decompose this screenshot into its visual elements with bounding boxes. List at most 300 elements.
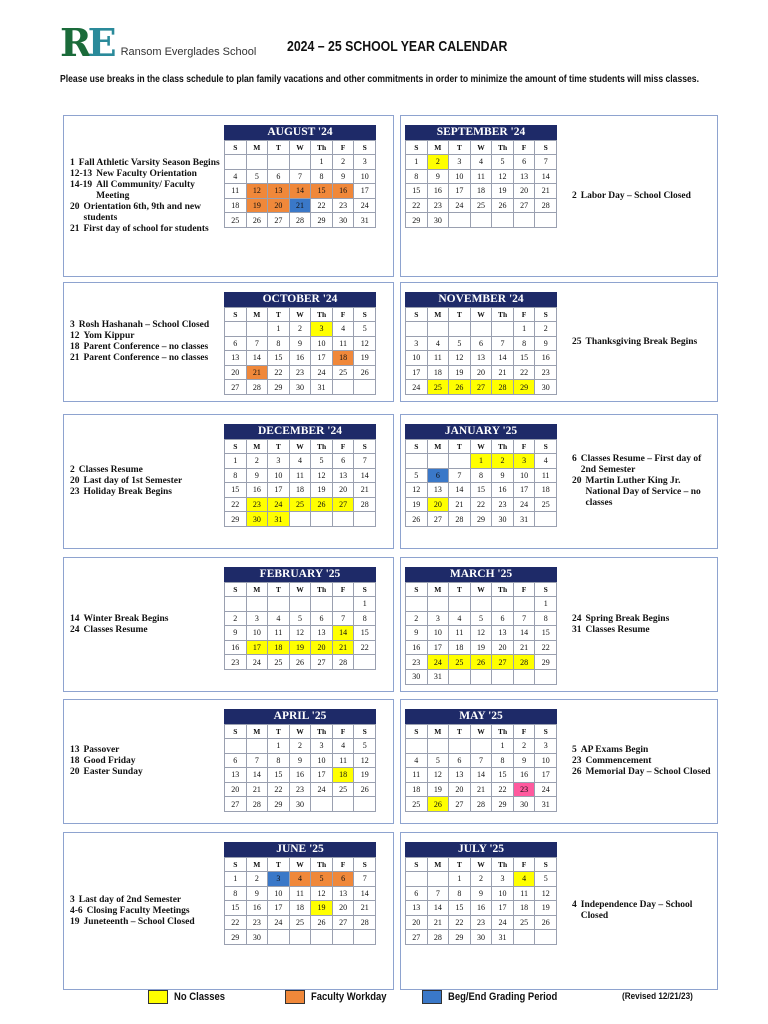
month-calendar xyxy=(405,842,557,945)
weekday-header: F xyxy=(513,583,535,597)
day-cell: 14 xyxy=(246,768,268,783)
day-cell: 31 xyxy=(513,512,535,527)
day-cell: 22 xyxy=(470,497,492,512)
day-cell: 29 xyxy=(535,655,557,670)
day-cell: 9 xyxy=(513,753,535,768)
weekday-header: W xyxy=(470,583,492,597)
day-cell: 20 xyxy=(268,198,290,213)
day-cell xyxy=(513,669,535,684)
day-cell: 30 xyxy=(332,213,354,228)
legend-label: No Classes xyxy=(174,991,226,1003)
day-cell: 26 xyxy=(246,213,268,228)
day-cell: 10 xyxy=(268,468,290,483)
day-cell: 7 xyxy=(354,872,376,887)
day-cell xyxy=(470,597,492,612)
day-cell: 13 xyxy=(492,626,514,641)
day-cell: 19 xyxy=(311,483,333,498)
page-title: 2024 – 25 SCHOOL YEAR CALENDAR xyxy=(287,38,508,55)
day-cell: 29 xyxy=(225,930,247,945)
event-note xyxy=(70,224,220,235)
day-cell: 23 xyxy=(289,782,311,797)
day-cell: 24 xyxy=(268,497,290,512)
legend-swatch xyxy=(285,990,305,1004)
day-cell: 12 xyxy=(354,753,376,768)
day-cell: 2 xyxy=(289,322,311,337)
event-text: Classes Resume xyxy=(78,465,143,475)
day-cell: 29 xyxy=(268,380,290,395)
event-date: 20 xyxy=(70,476,80,486)
weekday-header: W xyxy=(289,725,311,739)
day-cell: 31 xyxy=(535,797,557,812)
day-cell: 10 xyxy=(311,336,333,351)
day-cell: 30 xyxy=(406,669,428,684)
day-cell: 6 xyxy=(449,753,471,768)
month-calendar xyxy=(405,567,557,685)
day-cell: 10 xyxy=(268,886,290,901)
event-text: Last day of 1st Semester xyxy=(83,476,183,486)
day-cell: 14 xyxy=(354,886,376,901)
day-cell: 12 xyxy=(311,468,333,483)
day-cell: 11 xyxy=(513,886,535,901)
weekday-header: S xyxy=(535,308,557,322)
day-cell: 31 xyxy=(427,669,449,684)
day-cell: 20 xyxy=(406,915,428,930)
day-cell: 12 xyxy=(492,169,514,184)
weekday-header: S xyxy=(225,583,247,597)
day-cell: 5 xyxy=(470,611,492,626)
event-text: Rosh Hashanah – School Closed xyxy=(78,320,210,330)
legend-swatch xyxy=(148,990,168,1004)
day-cell: 1 xyxy=(513,322,535,337)
event-text: Yom Kippur xyxy=(83,331,135,341)
day-cell: 24 xyxy=(246,655,268,670)
day-cell: 29 xyxy=(492,797,514,812)
day-cell: 21 xyxy=(246,365,268,380)
weekday-header: S xyxy=(225,440,247,454)
day-cell xyxy=(268,597,290,612)
month-table xyxy=(405,582,557,685)
day-cell xyxy=(449,454,471,469)
weekday-header: T xyxy=(449,725,471,739)
day-cell: 2 xyxy=(406,611,428,626)
day-cell: 3 xyxy=(354,155,376,170)
revised-date: (Revised 12/21/23) xyxy=(622,991,693,1002)
day-cell xyxy=(354,930,376,945)
event-date: 4-6 xyxy=(70,905,83,916)
day-cell: 11 xyxy=(470,169,492,184)
day-cell: 11 xyxy=(535,468,557,483)
weekday-header: S xyxy=(535,583,557,597)
day-cell: 3 xyxy=(535,739,557,754)
event-note xyxy=(572,454,712,476)
day-cell: 12 xyxy=(535,886,557,901)
day-cell: 1 xyxy=(268,739,290,754)
month-table xyxy=(405,140,557,228)
day-cell: 19 xyxy=(449,365,471,380)
day-cell: 27 xyxy=(513,198,535,213)
day-cell: 2 xyxy=(535,322,557,337)
day-cell: 17 xyxy=(268,901,290,916)
day-cell: 21 xyxy=(470,782,492,797)
weekday-header: Th xyxy=(492,858,514,872)
day-cell: 5 xyxy=(535,872,557,887)
day-cell: 28 xyxy=(354,915,376,930)
logo-mark: RE xyxy=(60,20,113,65)
legend-label: Beg/End Grading Period xyxy=(448,991,558,1003)
day-cell: 25 xyxy=(449,655,471,670)
weekday-header: T xyxy=(449,440,471,454)
day-cell: 22 xyxy=(449,915,471,930)
day-cell: 6 xyxy=(406,886,428,901)
weekday-header: T xyxy=(268,141,290,155)
day-cell: 28 xyxy=(289,213,311,228)
weekday-header: S xyxy=(406,725,428,739)
day-cell: 11 xyxy=(289,886,311,901)
month-calendar xyxy=(224,567,376,670)
day-cell: 7 xyxy=(332,611,354,626)
weekday-header: T xyxy=(449,858,471,872)
month-calendar xyxy=(224,709,376,812)
day-cell: 28 xyxy=(246,380,268,395)
day-cell xyxy=(406,739,428,754)
day-cell: 11 xyxy=(332,336,354,351)
day-cell: 20 xyxy=(470,365,492,380)
day-cell: 7 xyxy=(449,468,471,483)
day-cell: 5 xyxy=(427,753,449,768)
day-cell: 2 xyxy=(289,739,311,754)
day-cell xyxy=(427,322,449,337)
day-cell: 22 xyxy=(225,497,247,512)
event-text: Juneteenth – School Closed xyxy=(83,916,195,927)
day-cell: 12 xyxy=(406,483,428,498)
day-cell: 12 xyxy=(311,886,333,901)
day-cell: 27 xyxy=(268,213,290,228)
day-cell: 3 xyxy=(492,872,514,887)
day-cell: 8 xyxy=(268,753,290,768)
day-cell: 21 xyxy=(354,483,376,498)
event-date: 6 xyxy=(572,454,577,464)
day-cell: 15 xyxy=(406,184,428,199)
day-cell: 21 xyxy=(449,497,471,512)
month-title: APRIL '25 xyxy=(224,709,376,724)
day-cell: 13 xyxy=(427,483,449,498)
day-cell xyxy=(311,797,333,812)
day-cell: 25 xyxy=(535,497,557,512)
event-note xyxy=(70,917,220,928)
weekday-header: Th xyxy=(492,308,514,322)
month-title: FEBRUARY '25 xyxy=(224,567,376,582)
day-cell: 27 xyxy=(427,512,449,527)
month-table xyxy=(405,439,557,527)
day-cell: 22 xyxy=(535,640,557,655)
day-cell: 10 xyxy=(449,169,471,184)
day-cell: 15 xyxy=(535,626,557,641)
day-cell: 14 xyxy=(449,483,471,498)
weekday-header: S xyxy=(535,725,557,739)
weekday-header: M xyxy=(427,583,449,597)
weekday-header: T xyxy=(268,725,290,739)
day-cell: 1 xyxy=(535,597,557,612)
event-date: 12-13 xyxy=(70,168,93,179)
day-cell xyxy=(225,155,247,170)
day-cell: 26 xyxy=(406,512,428,527)
day-cell: 23 xyxy=(470,915,492,930)
month-calendar xyxy=(224,292,376,395)
day-cell: 28 xyxy=(535,198,557,213)
event-note xyxy=(70,180,220,202)
day-cell: 18 xyxy=(225,198,247,213)
event-date: 13 xyxy=(70,745,80,755)
day-cell: 27 xyxy=(332,497,354,512)
weekday-header: S xyxy=(354,858,376,872)
day-cell: 30 xyxy=(289,380,311,395)
day-cell: 22 xyxy=(268,782,290,797)
day-cell: 5 xyxy=(246,169,268,184)
day-cell: 16 xyxy=(535,351,557,366)
day-cell: 27 xyxy=(406,930,428,945)
day-cell: 28 xyxy=(246,797,268,812)
day-cell: 29 xyxy=(225,512,247,527)
weekday-header: S xyxy=(535,858,557,872)
day-cell: 28 xyxy=(513,655,535,670)
day-cell: 9 xyxy=(427,169,449,184)
day-cell: 26 xyxy=(449,380,471,395)
day-cell xyxy=(535,669,557,684)
month-title: OCTOBER '24 xyxy=(224,292,376,307)
month-title: JANUARY '25 xyxy=(405,424,557,439)
event-text: Independence Day – School Closed xyxy=(580,900,693,921)
weekday-header: M xyxy=(246,308,268,322)
weekday-header: T xyxy=(268,858,290,872)
day-cell: 2 xyxy=(513,739,535,754)
day-cell xyxy=(470,669,492,684)
event-date: 21 xyxy=(70,223,80,234)
day-cell xyxy=(354,380,376,395)
day-cell: 9 xyxy=(332,169,354,184)
day-cell xyxy=(311,597,333,612)
day-cell: 15 xyxy=(354,626,376,641)
weekday-header: W xyxy=(470,308,492,322)
day-cell: 23 xyxy=(225,655,247,670)
day-cell: 24 xyxy=(492,915,514,930)
day-cell: 5 xyxy=(354,739,376,754)
day-cell: 15 xyxy=(268,768,290,783)
day-cell: 25 xyxy=(470,198,492,213)
day-cell: 22 xyxy=(492,782,514,797)
month-calendar xyxy=(405,292,557,395)
weekday-header: S xyxy=(535,440,557,454)
day-cell xyxy=(354,512,376,527)
event-note xyxy=(572,767,712,778)
event-notes xyxy=(572,191,712,202)
event-note xyxy=(572,625,712,636)
weekday-header: S xyxy=(406,583,428,597)
day-cell: 11 xyxy=(406,768,428,783)
day-cell: 1 xyxy=(268,322,290,337)
weekday-header: W xyxy=(470,440,492,454)
day-cell: 21 xyxy=(513,640,535,655)
day-cell: 12 xyxy=(449,351,471,366)
day-cell xyxy=(449,739,471,754)
day-cell: 30 xyxy=(427,213,449,228)
day-cell: 20 xyxy=(332,901,354,916)
day-cell xyxy=(311,930,333,945)
day-cell: 19 xyxy=(427,782,449,797)
event-notes xyxy=(70,465,220,498)
weekday-header: S xyxy=(354,725,376,739)
day-cell xyxy=(470,322,492,337)
day-cell: 3 xyxy=(311,322,333,337)
month-table xyxy=(224,857,376,945)
day-cell: 8 xyxy=(535,611,557,626)
month-table xyxy=(224,439,376,527)
month-calendar xyxy=(224,424,376,527)
day-cell xyxy=(332,930,354,945)
day-cell: 6 xyxy=(492,611,514,626)
event-date: 14-19 xyxy=(70,179,93,190)
event-note xyxy=(70,202,220,224)
day-cell: 17 xyxy=(354,184,376,199)
event-text: First day of school for students xyxy=(83,223,209,234)
weekday-header: M xyxy=(246,725,268,739)
weekday-header: M xyxy=(427,858,449,872)
day-cell: 11 xyxy=(225,184,247,199)
day-cell: 1 xyxy=(492,739,514,754)
day-cell: 20 xyxy=(225,365,247,380)
day-cell xyxy=(406,872,428,887)
day-cell: 24 xyxy=(427,655,449,670)
event-notes xyxy=(70,895,220,928)
day-cell: 10 xyxy=(427,626,449,641)
day-cell xyxy=(492,669,514,684)
day-cell xyxy=(225,739,247,754)
day-cell xyxy=(449,597,471,612)
day-cell: 21 xyxy=(427,915,449,930)
weekday-header: T xyxy=(449,141,471,155)
day-cell: 26 xyxy=(289,655,311,670)
day-cell: 2 xyxy=(225,611,247,626)
day-cell: 18 xyxy=(406,782,428,797)
day-cell: 16 xyxy=(427,184,449,199)
weekday-header: F xyxy=(513,858,535,872)
day-cell: 5 xyxy=(311,454,333,469)
event-date: 23 xyxy=(70,487,80,497)
day-cell: 3 xyxy=(311,739,333,754)
day-cell: 9 xyxy=(289,753,311,768)
day-cell: 14 xyxy=(535,169,557,184)
day-cell: 9 xyxy=(470,886,492,901)
weekday-header: S xyxy=(354,141,376,155)
event-text: Classes Resume – First day of 2nd Semester xyxy=(580,454,702,475)
day-cell xyxy=(449,669,471,684)
day-cell: 1 xyxy=(354,597,376,612)
event-text: Labor Day – School Closed xyxy=(580,190,691,201)
day-cell xyxy=(246,739,268,754)
event-date: 1 xyxy=(70,157,75,168)
day-cell: 15 xyxy=(225,901,247,916)
day-cell: 31 xyxy=(268,512,290,527)
day-cell: 11 xyxy=(268,626,290,641)
day-cell: 4 xyxy=(225,169,247,184)
day-cell: 2 xyxy=(470,872,492,887)
day-cell: 31 xyxy=(311,380,333,395)
day-cell: 16 xyxy=(246,483,268,498)
day-cell: 20 xyxy=(225,782,247,797)
event-date: 2 xyxy=(572,190,577,201)
weekday-header: Th xyxy=(492,725,514,739)
day-cell: 19 xyxy=(354,351,376,366)
day-cell: 14 xyxy=(470,768,492,783)
day-cell: 22 xyxy=(513,365,535,380)
day-cell: 27 xyxy=(470,380,492,395)
day-cell: 29 xyxy=(449,930,471,945)
event-note xyxy=(70,476,220,487)
day-cell: 27 xyxy=(332,915,354,930)
day-cell xyxy=(513,597,535,612)
day-cell: 22 xyxy=(354,640,376,655)
day-cell: 24 xyxy=(311,782,333,797)
event-text: New Faculty Orientation xyxy=(96,168,197,179)
day-cell xyxy=(268,155,290,170)
event-date: 3 xyxy=(70,320,75,330)
month-table xyxy=(405,307,557,395)
day-cell: 18 xyxy=(449,640,471,655)
day-cell: 2 xyxy=(492,454,514,469)
day-cell: 9 xyxy=(406,626,428,641)
day-cell xyxy=(354,655,376,670)
weekday-header: Th xyxy=(492,440,514,454)
day-cell: 29 xyxy=(470,512,492,527)
event-note xyxy=(70,625,220,636)
day-cell: 23 xyxy=(406,655,428,670)
day-cell: 13 xyxy=(470,351,492,366)
day-cell: 8 xyxy=(513,336,535,351)
month-title: DECEMBER '24 xyxy=(224,424,376,439)
event-text: AP Exams Begin xyxy=(580,745,649,755)
day-cell xyxy=(492,597,514,612)
day-cell: 17 xyxy=(427,640,449,655)
day-cell: 10 xyxy=(354,169,376,184)
day-cell xyxy=(406,597,428,612)
day-cell xyxy=(427,739,449,754)
day-cell: 30 xyxy=(513,797,535,812)
weekday-header: M xyxy=(427,440,449,454)
day-cell: 24 xyxy=(354,198,376,213)
day-cell: 11 xyxy=(332,753,354,768)
day-cell: 21 xyxy=(354,901,376,916)
day-cell: 24 xyxy=(449,198,471,213)
event-date: 23 xyxy=(572,756,582,766)
event-notes xyxy=(572,454,712,509)
event-text: Thanksgiving Break Begins xyxy=(585,336,698,347)
event-date: 18 xyxy=(70,756,80,766)
day-cell: 26 xyxy=(535,915,557,930)
day-cell: 14 xyxy=(246,351,268,366)
event-note xyxy=(70,465,220,476)
event-note xyxy=(70,614,220,625)
day-cell: 29 xyxy=(311,213,333,228)
day-cell: 3 xyxy=(513,454,535,469)
day-cell: 7 xyxy=(246,753,268,768)
weekday-header: W xyxy=(470,858,492,872)
day-cell: 18 xyxy=(289,483,311,498)
weekday-header: Th xyxy=(311,583,333,597)
day-cell: 24 xyxy=(513,497,535,512)
day-cell: 11 xyxy=(449,626,471,641)
weekday-header: W xyxy=(470,141,492,155)
weekday-header: M xyxy=(246,858,268,872)
event-notes xyxy=(70,614,220,636)
